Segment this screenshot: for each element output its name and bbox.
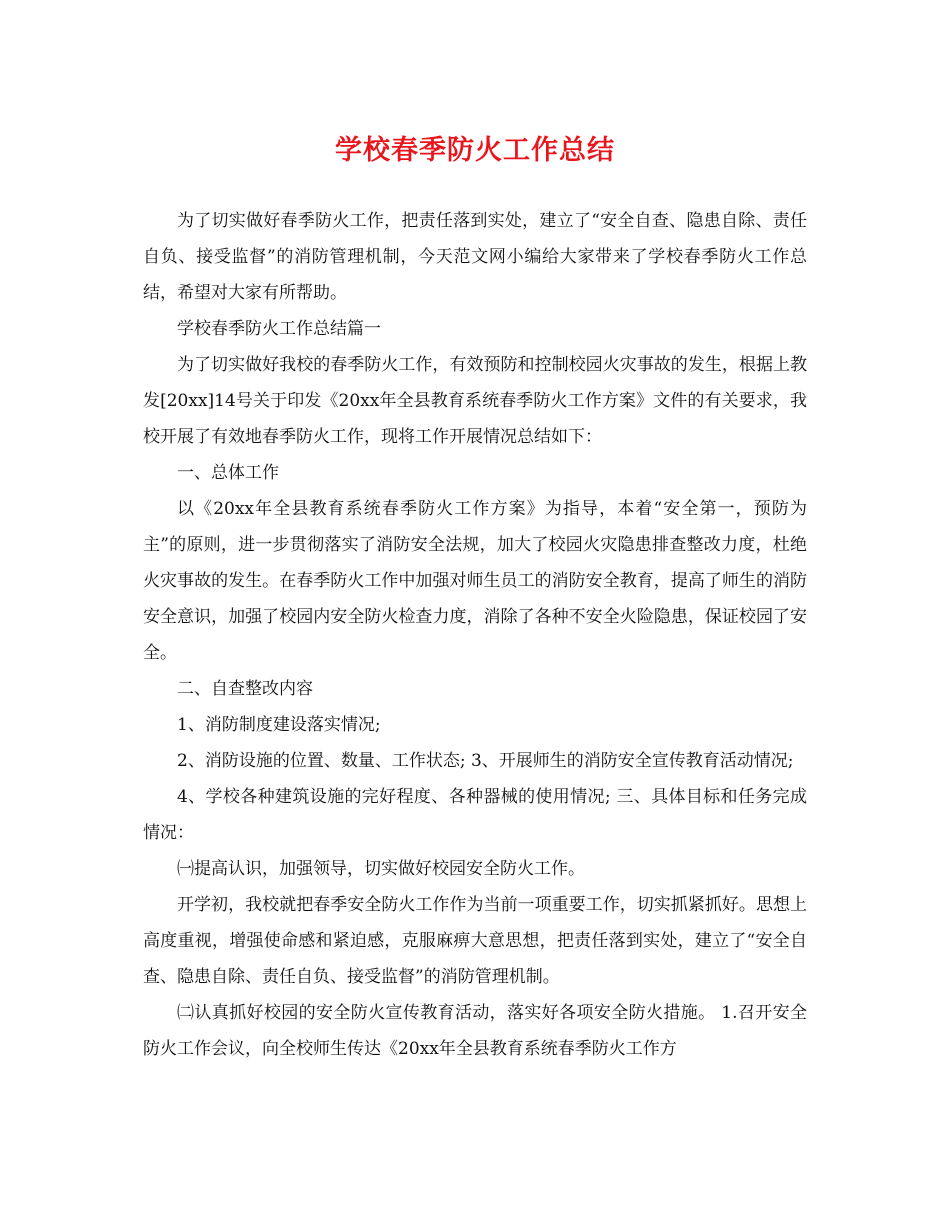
paragraph-item-1: 1、消防制度建设落实情况; [177,715,381,735]
paragraph-intro: 为了切实做好春季防火工作，把责任落到实处，建立了“安全自查、隐患自除、责任自负、接受监督”的消防管理机制，今天范文网小编给大家带来了学校春季防火工作总结，希望对大家有所帮助。 [143,211,807,303]
paragraph-heading-self-check: 二、自查整改内容 [177,679,313,699]
paragraph-semester-start: 开学初，我校就把春季安全防火工作作为当前一项重要工作，切实抓紧抓好。思想上高度重视，增强使命感和紧迫感，克服麻痹大意思想，把责任落到实处，建立了“安全自查、隐患自除、责任自负、接受监督”的消防管理机制。 [143,895,807,987]
paragraph-section-heading: 学校春季防火工作总结篇一 [177,319,381,339]
document-title: 学校春季防火工作总结 [335,135,615,166]
paragraph-subheading-1: ㈠提高认识，加强领导，切实做好校园安全防火工作。 [177,859,585,879]
document-body [143,203,807,1067]
paragraph-item-2-3: 2、消防设施的位置、数量、工作状态; 3、开展师生的消防安全宣传教育活动情况; [177,751,794,771]
paragraph-background: 为了切实做好我校的春季防火工作，有效预防和控制校园火灾事故的发生，根据上教发[20xx]14号关于印发《20xx年全县教育系统春季防火工作方案》文件的有关要求，我校开展了有效地春季防火工作，现将工作开展情况总结如下： [143,355,807,447]
paragraph-item-4: 4、学校各种建筑设施的完好程度、各种器械的使用情况; 三、具体目标和任务完成情况： [143,787,807,843]
paragraph-overall-work: 以《20xx年全县教育系统春季防火工作方案》为指导，本着“安全第一，预防为主”的原则，进一步贯彻落实了消防安全法规，加大了校园火灾隐患排查整改力度，杜绝火灾事故的发生。在春季防火工作中加强对师生员工的消防安全教育，提高了师生的消防安全意识，加强了校园内安全防火检查力度，消除了各种不安全火险隐患，保证校园了安全。 [143,499,807,663]
paragraph-subheading-2: ㈡认真抓好校园的安全防火宣传教育活动，落实好各项安全防火措施。 1.召开安全防火工作会议，向全校师生传达《20xx年全县教育系统春季防火工作方 [143,1003,807,1059]
paragraph-heading-overall: 一、总体工作 [177,463,279,483]
